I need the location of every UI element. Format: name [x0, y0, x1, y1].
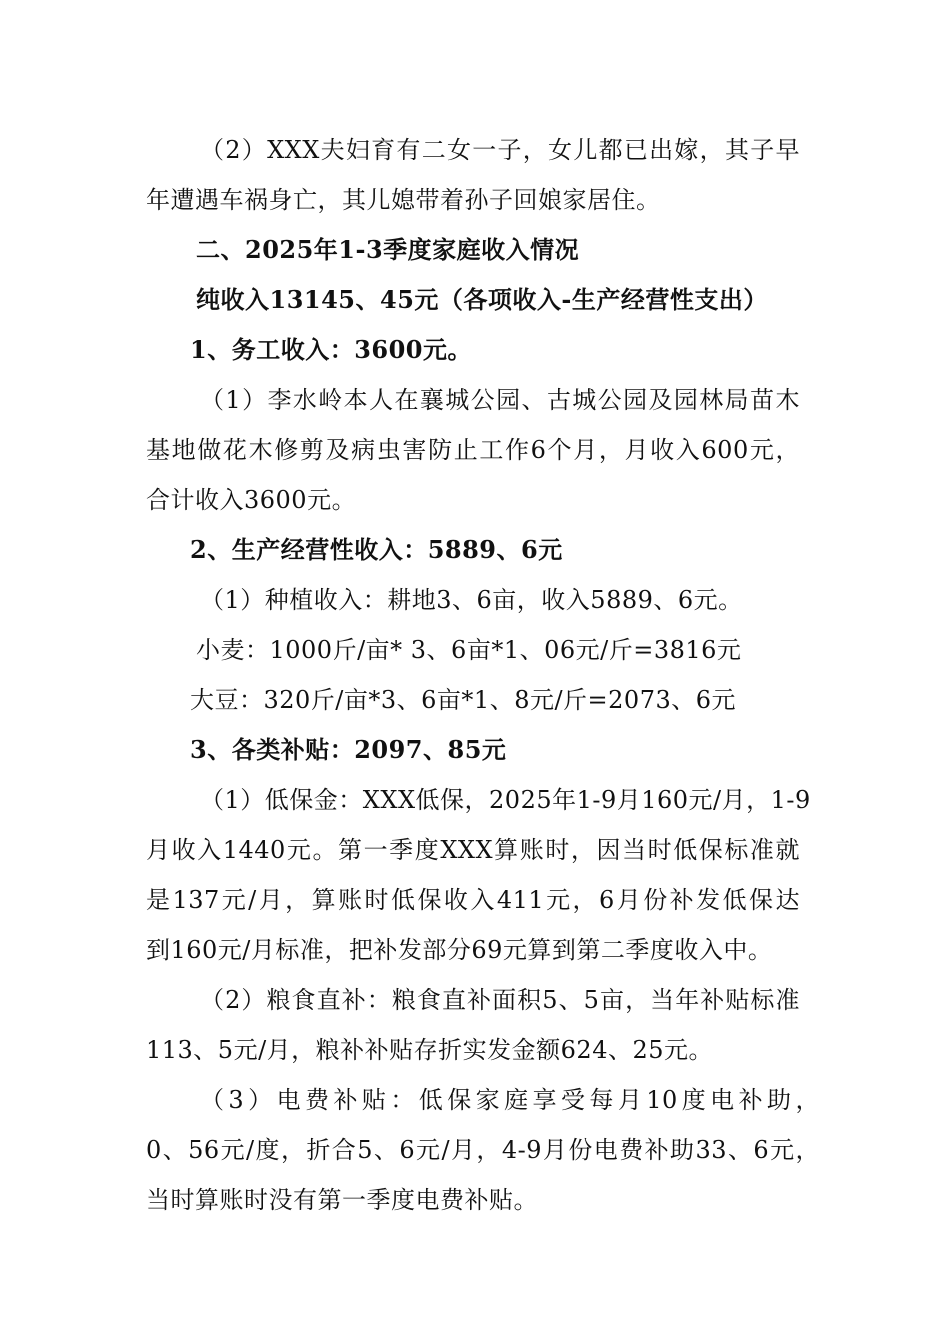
paragraph-family-line-1: （2）XXX夫妇育有二女一子，女儿都已出嫁，其子早: [200, 136, 800, 164]
paragraph-minimum-living-line-3: 是137元/月，算账时低保收入411元，6月份补发低保达: [146, 886, 800, 914]
net-income-heading: 纯收入13145、45元（各项收入-生产经营性支出）: [196, 285, 768, 314]
wheat-income-line: 小麦：1000斤/亩* 3、6亩*1、06元/斤=3816元: [196, 636, 742, 664]
paragraph-labor-line-3: 合计收入3600元。: [146, 486, 357, 514]
heading-production-income: 2、生产经营性收入：5889、6元: [190, 535, 563, 564]
paragraph-labor-line-1: （1）李水岭本人在襄城公园、古城公园及园林局苗木: [200, 386, 800, 414]
paragraph-minimum-living-line-4: 到160元/月标准，把补发部分69元算到第二季度收入中。: [146, 936, 773, 964]
paragraph-grain-subsidy-line-1: （2）粮食直补：粮食直补面积5、5亩，当年补贴标准: [200, 986, 800, 1014]
paragraph-electricity-subsidy-line-2: 0、56元/度，折合5、6元/月，4-9月份电费补助33、6元，: [146, 1136, 820, 1164]
heading-labor-income: 1、务工收入：3600元。: [190, 335, 472, 364]
heading-subsidies: 3、各类补贴：2097、85元: [190, 735, 507, 764]
paragraph-family-line-2: 年遭遇车祸身亡，其儿媳带着孙子回娘家居住。: [146, 186, 661, 214]
paragraph-minimum-living-line-2: 月收入1440元。第一季度XXX算账时，因当时低保标准就: [146, 836, 800, 864]
paragraph-minimum-living-line-1: （1）低保金：XXX低保，2025年1-9月160元/月，1-9: [200, 786, 811, 814]
paragraph-electricity-subsidy-line-1: （3）电费补贴：低保家庭享受每月10度电补助，: [200, 1086, 820, 1114]
paragraph-electricity-subsidy-line-3: 当时算账时没有第一季度电费补贴。: [146, 1186, 538, 1214]
planting-income-line: （1）种植收入：耕地3、6亩，收入5889、6元。: [200, 586, 743, 614]
soybean-income-line: 大豆：320斤/亩*3、6亩*1、8元/斤=2073、6元: [190, 686, 737, 714]
section-heading-income: 二、2025年1-3季度家庭收入情况: [196, 235, 580, 264]
paragraph-labor-line-2: 基地做花木修剪及病虫害防止工作6个月，月收入600元，: [146, 436, 800, 464]
paragraph-grain-subsidy-line-2: 113、5元/月，粮补补贴存折实发金额624、25元。: [146, 1036, 714, 1064]
